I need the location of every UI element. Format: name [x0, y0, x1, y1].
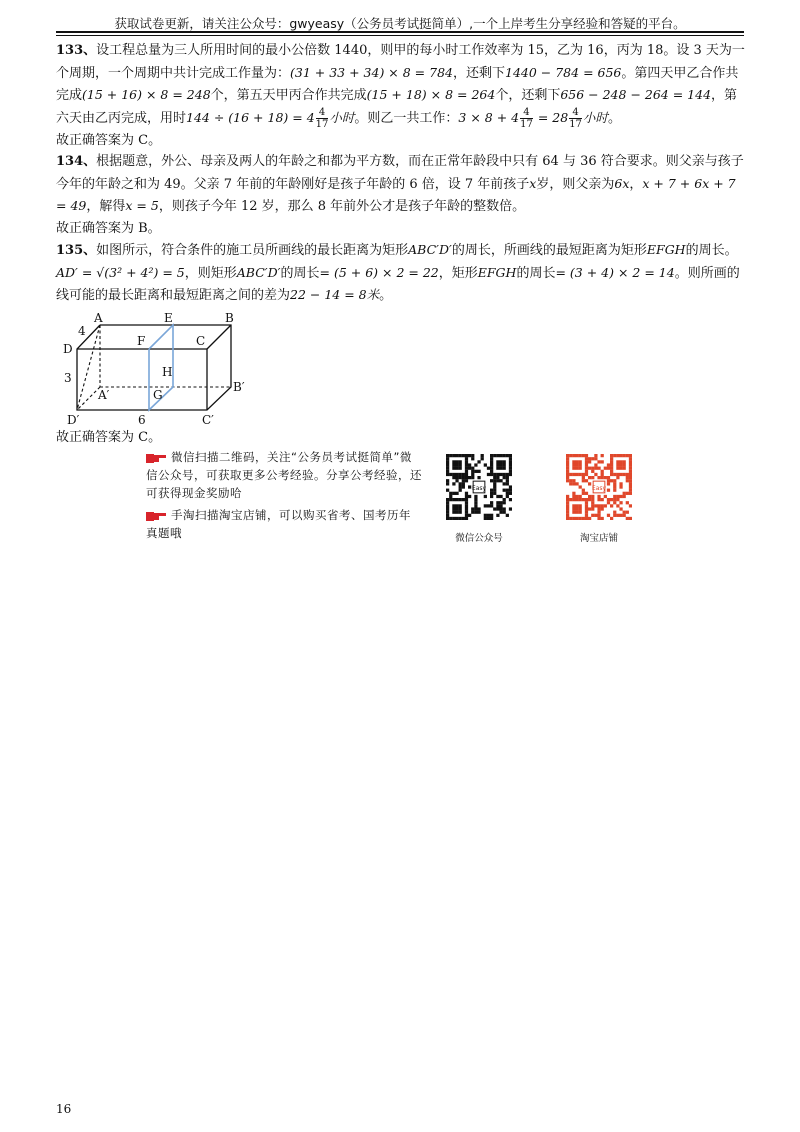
question-number: 135、: [56, 243, 97, 258]
math-expression: = (3 + 4) × 2 = 14: [555, 264, 675, 280]
page-number: 16: [56, 1102, 72, 1116]
promo-text: [146, 448, 422, 542]
length-label-4: 4: [78, 323, 86, 338]
length-label-6: 6: [138, 412, 146, 425]
question-number: 134、: [56, 154, 97, 169]
wechat-qr-caption: 微信公众号: [455, 533, 503, 544]
right-top-edge: [207, 325, 231, 349]
label-F: F: [137, 333, 146, 348]
math-expression: EFGH: [477, 264, 517, 280]
math-expression: (15 + 18) × 8 = 264: [366, 87, 496, 102]
math-expression: 1440 − 784 = 656: [505, 64, 622, 80]
math-expression: ABC′D′: [408, 242, 452, 257]
label-H: H: [162, 364, 173, 379]
math-expression: 144 ÷ (16 + 18) = 4: [186, 109, 315, 125]
hidden-left-bottom-edge: [77, 387, 100, 410]
math-expression: EFGH: [646, 242, 686, 257]
question-number: 133、: [56, 43, 97, 58]
label-A-prime: A′: [98, 387, 110, 402]
answer-134: 故正确答案为 B。: [56, 220, 161, 236]
label-D: D: [63, 341, 73, 356]
math-expression: 656 − 248 − 264 = 144: [560, 87, 712, 102]
cuboid-diagram: [56, 313, 276, 425]
solution-133: 133、设工程总量为三人所用时间的最小公倍数 1440，则甲的每小时工作效率为 15，乙为 16，丙为 18。设 3 天为一个周期，一个周期中共计完成工作量为：(31 + 33 + 34) × 8 = 784，还剩下1440 − 784 = 656。第四天甲乙合作共完成(15 + 16) × 8 = 248个，第五天甲丙合作共完成(15 + 18) × 8 = 264个，还剩下656 − 248 − 264 = 144，第六天由乙丙完成，用时144 ÷ (16 + 18) = 4 $\frac{4}{17}$ 小时。则乙一共工作：3 × 8 + 4 $\frac{4}{17}$ = 28 $\frac{4}{17}$ 小时。: [56, 43, 745, 130]
taobao-qr-caption: 淘宝店铺: [579, 533, 618, 544]
solution-134: 134、根据题意，外公、母亲及两人的年龄之和都为平方数，而在正常年龄段中只有 64 与 36 符合要求。则父亲与孩子今年的年龄之和为 49。父亲 7 年前的年龄刚好是孩子年龄的 6 倍，设 7 年前孩子x岁，则父亲为6x，x + 7 + 6x + 7 = 49，解得x = 5，则孩子今年 12 岁，那么 8 年前外公才是孩子年龄的整数倍。: [56, 154, 744, 214]
fraction: $\frac{4}{17}$: [520, 106, 533, 130]
label-E: E: [164, 312, 173, 325]
label-C: C: [196, 333, 206, 348]
header-rule-thick: [56, 31, 744, 33]
promo-wechat: 微信扫描二维码，关注“公务员考试挺简单”微信公众号，可获取更多公考经验。分享公考经验，还可获得现金奖励哈: [146, 450, 422, 500]
math-expression: x: [529, 175, 537, 191]
qr-logo-text: Easy: [471, 485, 487, 492]
fraction: $\frac{4}{17}$: [315, 106, 329, 130]
cuboid-figure: [56, 313, 276, 425]
label-G: G: [153, 387, 163, 402]
math-expression: = (5 + 6) × 2 = 22: [319, 264, 439, 280]
wechat-qr-code[interactable]: [446, 454, 512, 520]
math-expression: AD′ = √(3² + 4²) = 5: [56, 264, 185, 280]
solutions-content: [56, 40, 746, 448]
math-expression: 6x: [614, 175, 630, 191]
answer-135: 故正确答案为 C。: [56, 429, 162, 445]
promo-taobao: 手淘扫描淘宝店铺，可以购买省考、国考历年真题哦: [146, 508, 411, 540]
page-header: 获取试卷更新，请关注公众号：gwyeasy（公务员考试挺简单）,一个上岸考生分享经验和答疑的平台。: [114, 16, 686, 31]
label-A: A: [94, 312, 103, 325]
promo-section: [146, 448, 646, 548]
length-label-3: 3: [64, 370, 72, 385]
math-expression: (15 + 16) × 8 = 248: [82, 87, 211, 102]
pointing-hand-icon: [146, 510, 168, 522]
math-expression: x + 7 + 6x + 7 = 49: [56, 175, 736, 213]
math-expression: ABC′D′: [236, 264, 281, 280]
math-expression: 3 × 8 + 4: [458, 109, 520, 125]
math-expression: (31 + 33 + 34) × 8 = 784: [290, 64, 453, 80]
header-rule-thin: [56, 35, 744, 36]
math-expression: 22 − 14 = 8: [290, 287, 367, 302]
solution-135: 135、如图所示，符合条件的施工员所画线的最长距离为矩形ABC′D′的周长，所画线的最短距离为矩形EFGH的周长。AD′ = √(3² + 4²) = 5，则矩形ABC′D′的周长= (5 + 6) × 2 = 22，矩形EFGH的周长= (3 + 4) × 2 = 14。则所画的线可能的最长距离和最短距离之间的差为22 − 14 = 8米。: [56, 242, 740, 303]
taobao-qr-code[interactable]: [566, 454, 632, 520]
qr-logo-text: Easy: [591, 485, 607, 492]
answer-133: 故正确答案为 C。: [56, 132, 162, 148]
math-expression: x = 5: [125, 198, 159, 213]
label-B: B: [225, 312, 234, 325]
label-C-prime: C′: [202, 412, 214, 425]
label-D-prime: D′: [67, 412, 80, 425]
pointing-hand-icon: [146, 452, 168, 464]
fraction: $\frac{4}{17}$: [569, 106, 582, 130]
label-B-prime: B′: [233, 379, 245, 394]
